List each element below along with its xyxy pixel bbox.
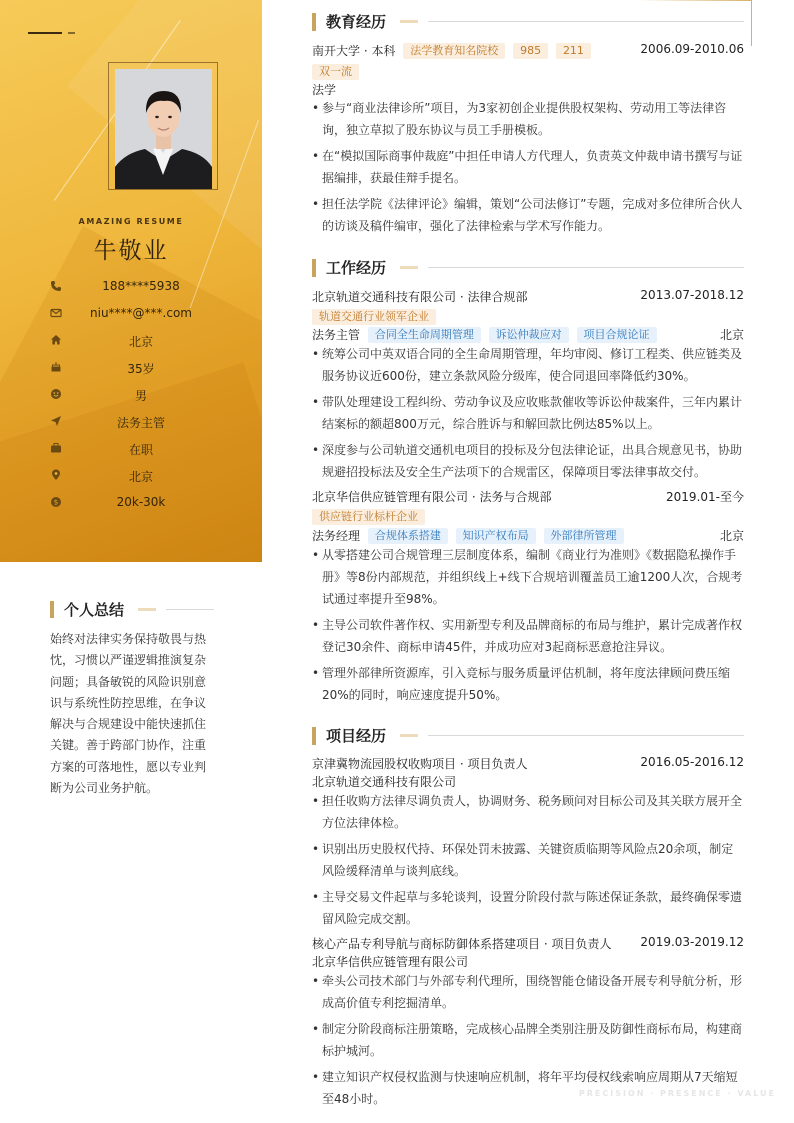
watermark-text: PRECISION · PRESENCE · VALUE	[578, 1089, 776, 1098]
bullet-item: • 参与“商业法律诊所”项目，为3家初创企业提供股权架构、劳动用工等法律咨询，独立草拟了股东协议与员工手册模板。	[312, 97, 744, 141]
section-title: 工作经历	[326, 259, 387, 277]
header-dash	[28, 32, 62, 34]
school-name: 南开大学 · 本科	[312, 44, 396, 58]
heading-decoration	[138, 608, 156, 611]
info-home	[0, 331, 262, 351]
header-dash	[68, 32, 75, 34]
info-position	[0, 412, 262, 432]
bullet-item: • 管理外部律所资源库，引入竞标与服务质量评估机制，将年度法律顾问费压缩20%的同时，响应速度提升50%。	[312, 662, 744, 706]
project-company: 北京华信供应链管理有限公司	[312, 955, 469, 969]
project-company: 北京轨道交通科技有限公司	[312, 775, 457, 789]
project-period: 2016.05-2016.12	[640, 755, 744, 769]
info-location	[0, 466, 262, 486]
project-name: 核心产品专利导航与商标防御体系搭建项目 · 项目负责人	[312, 937, 612, 951]
education-heading	[312, 12, 744, 32]
project-bullets	[312, 790, 744, 934]
bullet-item: • 带队处理建设工程纠纷、劳动争议及应收账款催收等诉讼仲裁案件，三年内累计结案标的额超800万元，综合胜诉与和解回款比例达85%以上。	[312, 391, 744, 435]
job-company-row	[312, 488, 744, 505]
education-period: 2006.09-2010.06	[640, 42, 744, 56]
job-city: 北京	[719, 328, 744, 342]
info-value: 北京	[128, 470, 153, 484]
resume-tagline: AMAZING RESUME	[78, 217, 184, 226]
school-tag: 双一流	[312, 64, 359, 80]
info-value: 20k-30k	[116, 495, 166, 509]
heading-rule	[428, 735, 744, 736]
info-value: 男	[134, 389, 147, 403]
skill-tag: 项目合规论证	[577, 327, 657, 343]
projects-heading	[312, 726, 744, 746]
job-bullets	[312, 343, 744, 487]
section-title: 教育经历	[326, 13, 387, 31]
heading-rule	[166, 609, 214, 610]
job-bullets	[312, 544, 744, 710]
company-tag: 供应链行业标杆企业	[312, 509, 425, 525]
info-value: niu****@***.com	[90, 306, 192, 320]
heading-accent-bar	[312, 13, 316, 31]
job-company: 北京华信供应链管理有限公司 · 法务与合规部	[312, 490, 552, 504]
skill-tag: 合规体系搭建	[368, 528, 448, 544]
info-gender	[0, 385, 262, 405]
info-value: 北京	[128, 335, 153, 349]
bullet-item: • 识别出历史股权代持、环保处罚未披露、关键资质临期等风险点20余项，制定风险缓释清单与谈判底线。	[312, 838, 744, 882]
school-tag: 985	[513, 43, 548, 59]
job-city: 北京	[719, 529, 744, 543]
project-title-row	[312, 755, 744, 772]
info-email	[0, 304, 262, 324]
info-salary	[0, 493, 262, 513]
education-tag-row	[312, 64, 744, 80]
heading-accent-bar	[312, 259, 316, 277]
info-phone	[0, 277, 262, 297]
project-title-row	[312, 935, 744, 952]
skill-tag: 知识产权布局	[456, 528, 536, 544]
bullet-item: • 主导公司软件著作权、实用新型专利及品牌商标的布局与维护，累计完成著作权登记30余件、商标申请45件，并成功应对3起商标恶意抢注异议。	[312, 614, 744, 658]
job-role-row	[312, 326, 744, 343]
education-school-row	[312, 42, 744, 59]
bullet-item: • 深度参与公司轨道交通机电项目的投标及分包法律论证，出具合规意见书，协助规避招投标法及安全生产法项下的合规雷区，保障项目零法律事故交付。	[312, 439, 744, 483]
summary-text: 始终对法律实务保持敬畏与热忱，习惯以严谨逻辑推演复杂问题；具备敏锐的风险识别意识与系统性防控思维，在争议解决与合规建设中能快速抓住关键。善于跨部门协作，注重方案的可落地性，愿以专业判断为公司业务护航。	[50, 632, 207, 796]
bullet-item: • 主导交易文件起草与多轮谈判，设置分阶段付款与陈述保证条款，最终确保零遗留风险完成交割。	[312, 886, 744, 930]
job-company: 北京轨道交通科技有限公司 · 法律合规部	[312, 290, 528, 304]
education-bullets	[312, 97, 744, 241]
summary-title: 个人总结	[64, 601, 125, 619]
info-status	[0, 439, 262, 459]
job-company-tag-row	[312, 309, 744, 325]
job-role: 法务主管	[312, 328, 361, 342]
job-company-row	[312, 288, 744, 305]
job-period: 2019.01-至今	[666, 490, 744, 504]
job-company-tag-row	[312, 509, 744, 525]
bullet-item: • 从零搭建公司合规管理三层制度体系，编制《商业行为准则》《数据隐私操作手册》等8份内部规范，并组织线上+线下合规培训覆盖员工逾1200人次，合规考试通过率提升至98%。	[312, 544, 744, 610]
info-value: 法务主管	[116, 416, 165, 430]
skill-tag: 外部律所管理	[544, 528, 624, 544]
skill-tag: 诉讼仲裁应对	[489, 327, 569, 343]
bullet-item: • 建立知识产权侵权监测与快速响应机制，将年平均侵权线索响应周期从7天缩短至48小时。	[312, 1066, 744, 1110]
section-title: 项目经历	[326, 727, 387, 745]
company-tag: 轨道交通行业领军企业	[312, 309, 436, 325]
info-value: 在职	[128, 443, 153, 457]
bullet-item: • 担任收购方法律尽调负责人，协调财务、税务顾问对目标公司及其关联方展开全方位法律体检。	[312, 790, 744, 834]
heading-rule	[428, 21, 744, 22]
info-value: 188****5938	[102, 279, 180, 293]
info-value: 35岁	[127, 362, 155, 376]
bullet-item: • 牵头公司技术部门与外部专利代理所，围绕智能仓储设备开展专利导航分析，形成高价值专利挖掘清单。	[312, 970, 744, 1014]
heading-accent-bar	[50, 601, 54, 618]
heading-decoration	[400, 20, 418, 23]
skill-tag: 合同全生命周期管理	[368, 327, 481, 343]
job-role-row	[312, 527, 744, 544]
heading-decoration	[400, 266, 418, 269]
candidate-name: 牛敬业	[93, 238, 169, 264]
bullet-item: • 统筹公司中英双语合同的全生命周期管理，年均审阅、修订工程类、供应链类及服务协议近600份，建立条款风险分级库，使合同退回率降低约30%。	[312, 343, 744, 387]
avatar	[115, 69, 212, 189]
education-major: 法学	[312, 83, 337, 97]
bullet-item: • 担任法学院《法律评论》编辑，策划“公司法修订”专题，完成对多位律所合伙人的访谈及稿件编审，强化了法律检索与学术写作能力。	[312, 193, 744, 237]
school-tag: 211	[556, 43, 591, 59]
heading-accent-bar	[312, 727, 316, 745]
info-age	[0, 358, 262, 378]
heading-decoration	[400, 734, 418, 737]
job-period: 2013.07-2018.12	[640, 288, 744, 302]
bullet-item: • 制定分阶段商标注册策略，完成核心品牌全类别注册及防御性商标布局，构建商标护城河。	[312, 1018, 744, 1062]
project-name: 京津冀物流园股权收购项目 · 项目负责人	[312, 757, 528, 771]
school-tag: 法学教育知名院校	[403, 43, 505, 59]
bullet-item: • 在“模拟国际商事仲裁庭”中担任申请人方代理人，负责英文仲裁申请书撰写与证据编排，获最佳辩手提名。	[312, 145, 744, 189]
svg-text:$: $	[53, 498, 59, 507]
job-role: 法务经理	[312, 529, 361, 543]
project-period: 2019.03-2019.12	[640, 935, 744, 949]
work-heading	[312, 258, 744, 278]
heading-rule	[428, 267, 744, 268]
